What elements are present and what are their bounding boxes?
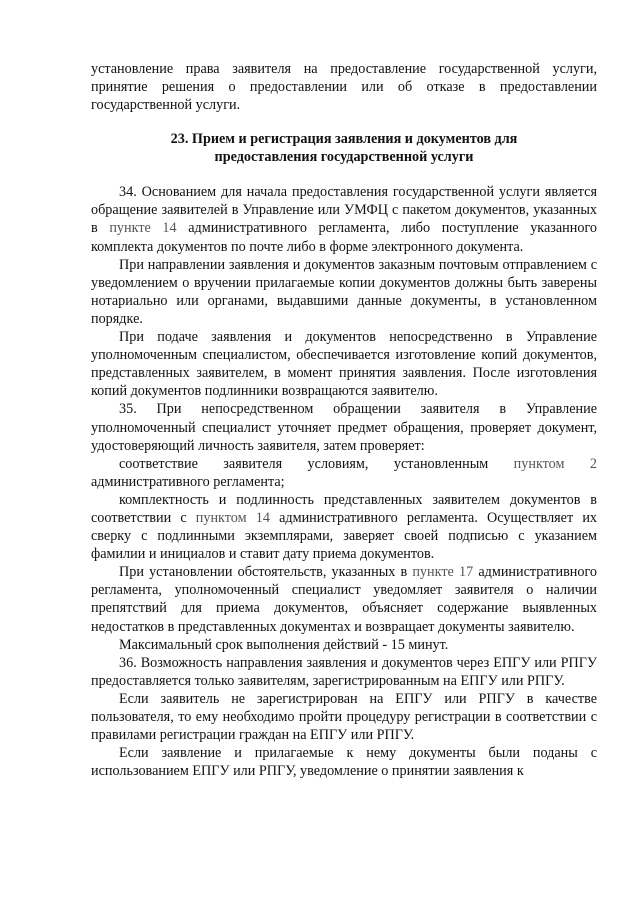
paragraph-36: 36. Возможность направления заявления и документов через ЕПГУ или РПГУ предоставляется только заявителям, зарегистрированным на ЕПГУ или РПГУ. bbox=[91, 654, 597, 689]
reference-link-point-14b[interactable]: пунктом 14 bbox=[195, 509, 270, 526]
paragraph-obstacles: При установлении обстоятельств, указанных в пункте 17 административного регламента, уполномоченный специалист уведомляет заявителя о наличии препятствий для приема документов, объясняет содержание выявленных недостатков в представленных документах и возвращает документы заявителю. bbox=[91, 564, 598, 635]
paragraph-35: 35. При непосредственном обращении заявителя в Управление уполномоченный специалист уточняет предмет обращения, проверяет документ, удостоверяющий личность заявителя, затем проверяет: bbox=[91, 401, 597, 454]
section-heading-line1: 23. Прием и регистрация заявления и документов для bbox=[170, 131, 518, 148]
reference-link-point-14[interactable]: пункте 14 bbox=[109, 220, 177, 237]
paragraph-max-time: Максимальный срок выполнения действий - 15 минут. bbox=[119, 636, 449, 653]
paragraph-completeness: комплектность и подлинность представленных заявителем документов в соответствии с пунктом 14 административного регламента. Осуществляет их сверку с подлинными экземплярами, заверяет своей подписью с указанием фамилии и инициалов и ставит дату приема документов. bbox=[91, 491, 598, 563]
paragraph-conditions: соответствие заявителя условиям, установленным пунктом 2 административного регламента; bbox=[91, 455, 597, 490]
paragraph-mail-submission: При направлении заявления и документов заказным почтовым отправлением с уведомлением о вручении прилагаемые копии документов должны быть заверены нотариально или органами, выдавшими данные документы, в установленном порядке. bbox=[91, 256, 597, 327]
paragraph-registration: Если заявитель не зарегистрирован на ЕПГУ или РПГУ в качестве пользователя, то ему необходимо пройти процедуру регистрации в соответствии с правилами регистрации граждан на ЕПГУ или РПГУ. bbox=[91, 690, 597, 744]
paragraph-notification: Если заявление и прилагаемые к нему документы были поданы с использованием ЕПГУ или РПГУ, уведомление о принятии заявления к bbox=[91, 745, 597, 780]
paragraph-direct-submission: При подаче заявления и документов непосредственно в Управление уполномоченным специалистом, обеспечивается изготовление копий документов, представленных заявителем, в момент принятия заявления. После изготовления копий документов подлинники возвращаются заявителю. bbox=[91, 329, 597, 400]
section-heading bbox=[91, 130, 597, 166]
reference-link-point-2[interactable]: пунктом 2 bbox=[513, 455, 597, 472]
paragraph-34: 34. Основанием для начала предоставления государственной услуги является обращение заявителей в Управление или УМФЦ с пакетом документов, указанных в пункте 14 административного регламента, либо поступление указанного комплекта документов по почте либо в форме электронного документа. bbox=[91, 184, 598, 255]
section-heading-line2: предоставления государственной услуги bbox=[214, 149, 474, 166]
document-body bbox=[91, 60, 597, 780]
paragraph-intro: установление права заявителя на предоставление государственной услуги, принятие решения о предоставлении или об отказе в предоставлении государственной услуги. bbox=[91, 61, 597, 114]
reference-link-point-17[interactable]: пункте 17 bbox=[412, 564, 474, 581]
